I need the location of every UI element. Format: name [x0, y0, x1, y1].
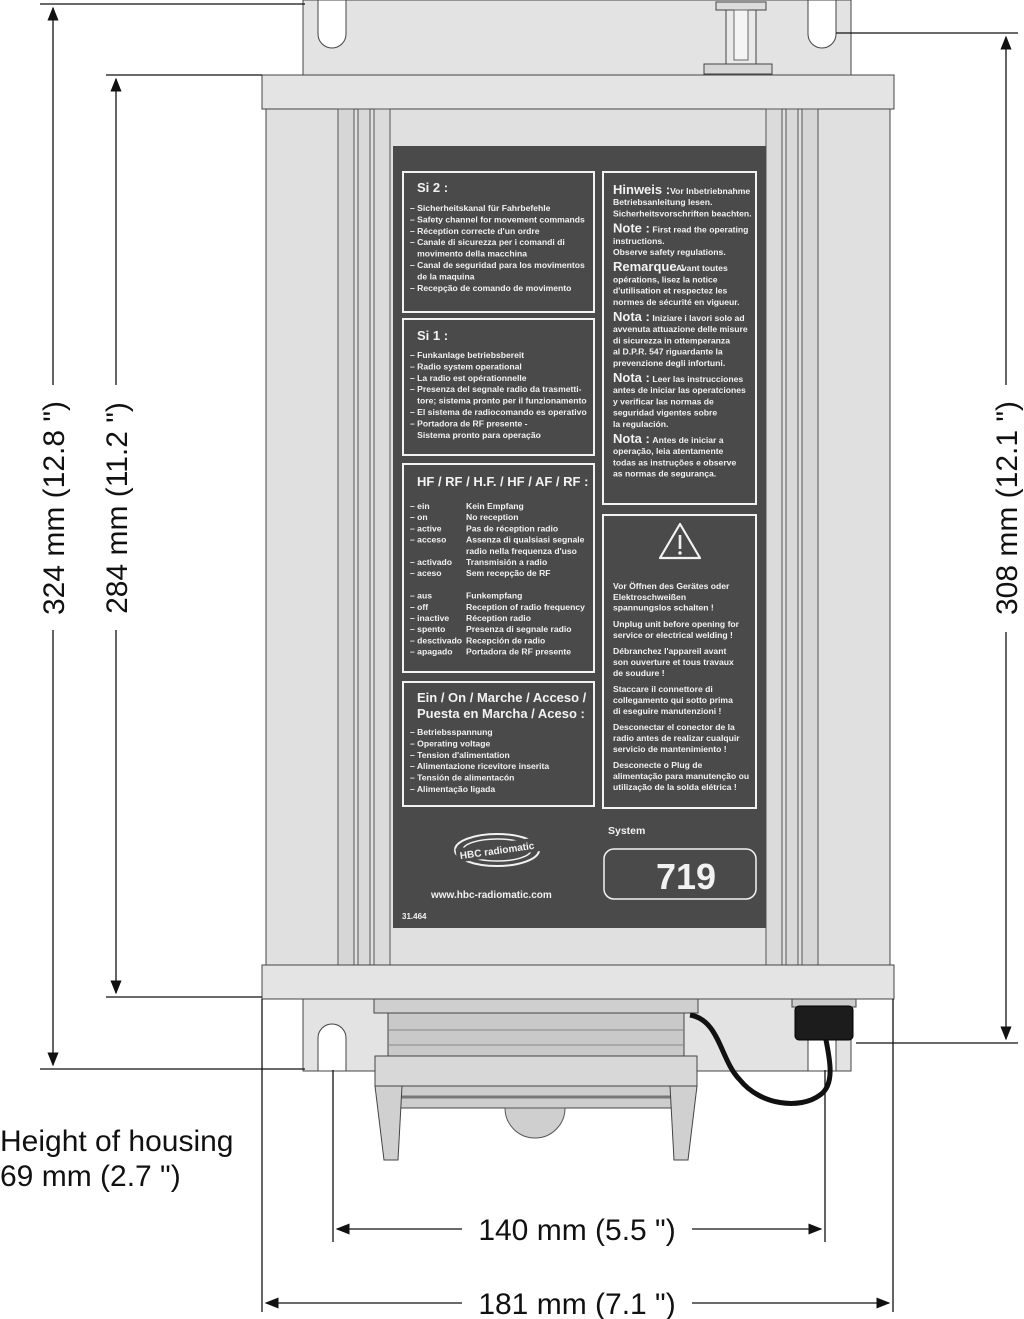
note-heading: Remarque : [613, 259, 685, 275]
power-line: – Betriebsspannung [410, 727, 493, 737]
hf-state: – aus [410, 590, 432, 601]
note-line: Observe safety regulations. [613, 247, 726, 257]
note-line: instructions. [613, 235, 665, 246]
hbc-radiomatic-logo [455, 834, 541, 866]
note-line: la regulación. [613, 418, 669, 429]
dim-mounting-width: 140 mm (5.5 ") [478, 1214, 676, 1247]
si2-line: movimento della macchina [410, 248, 528, 259]
si1-line: – El sistema de radiocomando es operativo [410, 407, 587, 417]
warning-line: Desconecte o Plug de [613, 760, 703, 771]
housing-height-value: 69 mm (2.7 ") [0, 1160, 181, 1193]
note-line: d'utilisation et respectez les [613, 285, 728, 296]
si2-line: – Canale di sicurezza per i comandi di [410, 237, 565, 248]
hf-meaning: Kein Empfang [466, 501, 524, 511]
hf-meaning: Recepción de radio [466, 635, 546, 646]
note-line: Leer las instrucciones [652, 374, 744, 384]
note-line: Avant toutes [676, 263, 728, 274]
dim-total-width: 181 mm (7.1 ") [478, 1288, 676, 1319]
warning-line: collegamento qui sotto prima [613, 695, 733, 705]
warning-line: Staccare il connettore di [613, 684, 713, 695]
warning-line: Vor Öffnen des Gerätes oder [613, 581, 730, 591]
warning-line: alimentação para manutenção ou [613, 771, 750, 781]
hf-meaning: Pas de réception radio [466, 523, 559, 534]
connector-block [374, 999, 698, 1013]
bottom-left-slot [318, 1024, 346, 1071]
si1-line: – Radio system operational [410, 361, 522, 372]
si2-line: – Recepção de comando de movimento [410, 282, 572, 293]
power-title-2: Puesta en Marcha / Aceso : [417, 706, 585, 721]
warning-line: Desconectar el conector de la [613, 722, 735, 733]
si2-line: – Réception correcte d'un ordre [410, 225, 540, 236]
website: www.hbc-radiomatic.com [431, 890, 552, 901]
note-line: First read the operating [652, 224, 749, 235]
hf-state: – apagado [410, 646, 453, 657]
warning-line: service or electrical welding ! [613, 629, 733, 640]
warning-line: spannungslos schalten ! [613, 602, 714, 613]
note-heading: Nota : [613, 370, 650, 385]
hf-title: HF / RF / H.F. / HF / AF / RF : [417, 474, 589, 489]
note-line: operação, leia atentamente [613, 446, 724, 457]
hf-state: – inactive [410, 613, 450, 623]
part-number: 31.464 [402, 912, 427, 921]
si1-line: – Portadora de RF presente - [410, 418, 528, 429]
hf-state: – activado [410, 557, 453, 567]
hf-state: – active [410, 523, 442, 534]
dim-housing-length: 284 mm (11.2 ") [101, 402, 134, 614]
si2-line: – Safety channel for movement commands [410, 214, 585, 225]
hf-state: – spento [410, 624, 446, 635]
hf-state: – desctivado [410, 635, 463, 646]
power-line: – Tensión de alimentacón [410, 772, 515, 783]
dim-mounting-height: 308 mm (12.1 ") [991, 400, 1024, 616]
note-line: Vor Inbetriebnahme [670, 186, 751, 196]
label-panel [393, 146, 766, 928]
si1-line: tore; sistema pronto per il funzionamento [410, 395, 587, 406]
hf-state: – aceso [410, 568, 442, 579]
hf-meaning: Sem recepção de RF [466, 568, 551, 579]
top-end-cap [262, 75, 894, 109]
note-line: seguridad vigentes sobre [613, 407, 718, 418]
hf-state: – ein [410, 501, 430, 511]
si1-line: – Presenza del segnale radio da trasmetti- [410, 384, 582, 395]
note-line: Betriebsanleitung lesen. [613, 197, 713, 208]
note-heading: Note : [613, 220, 650, 236]
si1-line: Sistema pronto para operação [410, 429, 541, 440]
power-line: – Tension d'alimentation [410, 749, 510, 760]
note-line: al D.P.R. 547 riguardante la [613, 346, 723, 357]
power-line: – Alimentação ligada [410, 784, 496, 794]
dim-total-height: 324 mm (12.8 ") [38, 400, 71, 616]
note-line: y verificar las normas de [613, 396, 714, 407]
si2-line: – Sicherheitskanal für Fahrbefehle [410, 203, 551, 213]
note-line: prevenzione degli infortuni. [613, 357, 726, 368]
top-left-slot [318, 0, 346, 48]
top-right-slot [808, 0, 836, 48]
warning-line: di eseguire manutenzioni ! [613, 705, 722, 716]
hf-meaning: Portadora de RF presente [466, 646, 572, 657]
power-line: – Operating voltage [410, 738, 491, 749]
note-line: opérations, lisez la notice [613, 274, 718, 285]
warning-line: Unplug unit before opening for [613, 619, 740, 629]
power-title-1: Ein / On / Marche / Acceso / [417, 690, 587, 705]
hf-meaning: radio nella frequenza d'uso [466, 545, 577, 556]
note-line: di sicurezza in ottemperanza [613, 335, 731, 346]
housing-height-label: Height of housing [0, 1125, 234, 1158]
si2-line: de la maquina [410, 271, 475, 282]
hf-meaning: Transmisión a radio [466, 557, 548, 567]
hf-meaning: Funkempfang [466, 590, 523, 601]
hf-meaning: No reception [466, 512, 519, 523]
si1-title: Si 1 : [417, 328, 449, 343]
si1-line: – La radio est opérationnelle [410, 372, 527, 383]
note-heading: Hinweis : [613, 182, 671, 197]
si2-title: Si 2 : [417, 180, 449, 195]
note-heading: Nota : [613, 431, 650, 446]
warning-line: utilização de la solda elétrica ! [613, 781, 737, 792]
hf-state: – off [410, 601, 429, 612]
note-line: Iniziare i lavori solo ad [652, 313, 745, 323]
warning-line: Elektroschweißen [613, 591, 687, 602]
system-label: System [608, 825, 646, 837]
warning-line: Débranchez l'appareil avant [613, 646, 727, 657]
hf-meaning: Presenza di segnale radio [466, 624, 572, 635]
si1-line: – Funkanlage betriebsbereit [410, 350, 525, 360]
svg-text:HBC radiomatic: HBC radiomatic [459, 840, 536, 863]
note-line: as normas de segurança. [613, 468, 717, 479]
warning-line: son ouverture et tous travaux [613, 657, 734, 667]
note-line: todas as instruções e observe [613, 457, 737, 468]
note-line: antes de iniciar las operatciones [613, 385, 746, 396]
warning-line: de soudure ! [613, 667, 665, 678]
note-line: Sicherheitsvorschriften beachten. [613, 208, 752, 219]
note-heading: Nota : [613, 309, 650, 324]
hf-meaning: Assenza di qualsiasi segnale [466, 534, 585, 545]
note-line: Antes de iniciar a [652, 435, 724, 445]
si2-line: – Canal de seguridad para los movimentos [410, 260, 585, 270]
hf-meaning: Réception radio [466, 613, 531, 623]
power-line: – Alimentazione ricevitore inserita [410, 761, 550, 772]
hf-meaning: Reception of radio frequency [466, 601, 585, 612]
warning-line: radio antes de realizar cualquir [613, 733, 740, 743]
bottom-end-cap [262, 965, 894, 999]
system-number: 719 [655, 856, 717, 897]
note-line: avvenuta attuazione delle misure [613, 324, 748, 335]
note-line: normes de sécurité en vigueur. [613, 296, 740, 307]
hf-state: – on [410, 512, 428, 523]
hf-state: – acceso [410, 534, 447, 545]
warning-line: servicio de mantenimiento ! [613, 743, 727, 754]
connector-plug [375, 1056, 697, 1086]
